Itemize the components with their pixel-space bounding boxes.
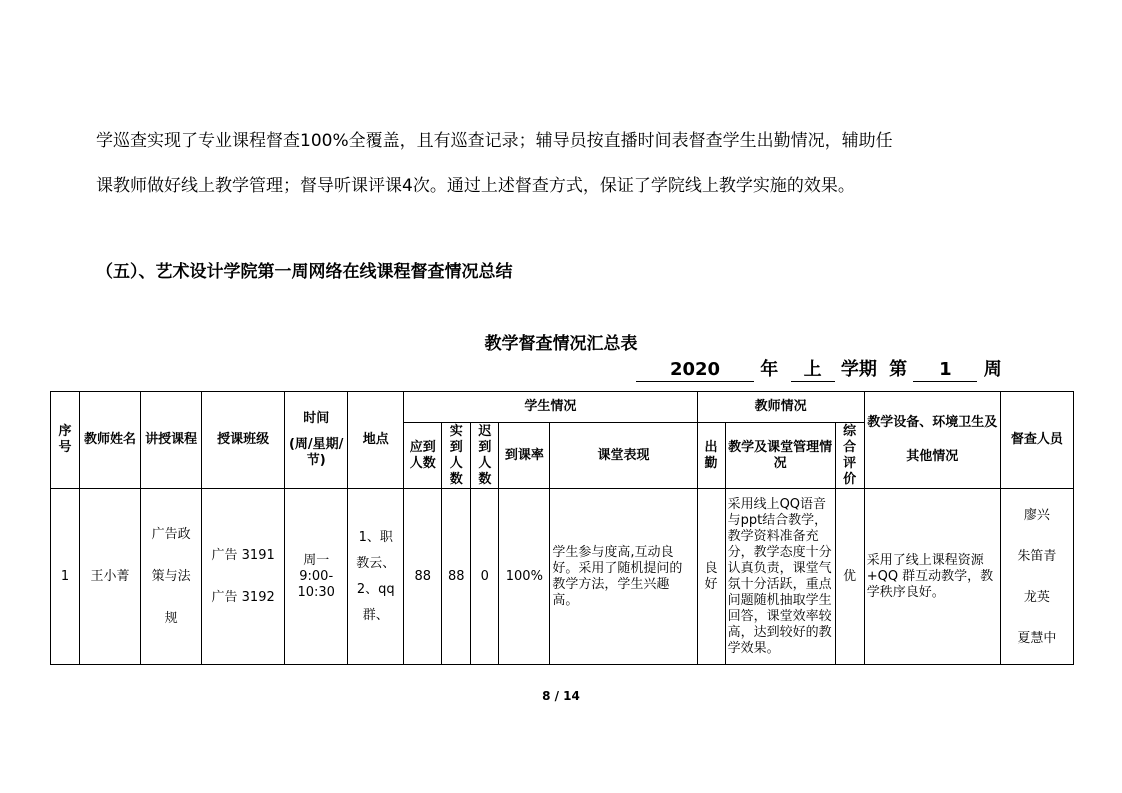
header-class: 授课班级	[202, 392, 285, 489]
cell-inspectors	[1000, 489, 1073, 665]
cell-seq: 1	[51, 489, 80, 665]
place-line: 2、qq	[356, 581, 395, 597]
cell-class	[202, 489, 285, 665]
table-title: 教学督查情况汇总表	[484, 334, 638, 354]
week-value: 1	[913, 359, 977, 382]
header-student-group: 学生情况	[404, 392, 697, 423]
header-course: 讲授课程	[141, 392, 202, 489]
header-time-sub: (周/星期/节)	[288, 437, 344, 468]
header-time	[285, 392, 348, 489]
body-paragraph-line-1: 学巡查实现了专业课程督查100%全覆盖，且有巡查记录；辅导员按直播时间表督查学生出勤情况，辅助任	[96, 131, 893, 151]
header-seq: 序号	[51, 392, 80, 489]
header-presence: 出勤	[697, 423, 725, 489]
cell-teaching-mgmt: 采用线上QQ语音与ppt结合教学，教学资料准备充分，教学态度十分认真负责，课堂气氛十分活跃，重点问题随机抽取学生回答，课堂效率较高，达到较好的教学效果。	[725, 489, 835, 665]
year-label: 年	[760, 359, 779, 380]
period-line	[636, 359, 1002, 382]
cell-should-attend: 88	[404, 489, 442, 665]
cell-classroom-performance: 学生参与度高,互动良好。采用了随机提问的教学方法，学生兴趣高。	[550, 489, 697, 665]
term-label: 学期	[840, 359, 877, 380]
inspector-name: 廖兴	[1023, 507, 1050, 523]
inspector-name: 夏慧中	[1017, 630, 1057, 646]
header-overall: 综合评价	[835, 423, 864, 489]
header-late: 迟到人数	[471, 423, 499, 489]
header-place: 地点	[348, 392, 404, 489]
page-number: 8 / 14	[542, 689, 580, 703]
year-value: 2020	[636, 359, 754, 382]
header-inspectors: 督查人员	[1000, 392, 1073, 489]
course-line: 策与法	[151, 568, 191, 584]
cell-equipment: 采用了线上课程资源+QQ 群互动教学，教学秩序良好。	[864, 489, 1000, 665]
place-line: 群、	[362, 607, 389, 623]
class-line: 广告 3192	[211, 589, 275, 605]
header-actual-attend: 实到人数	[442, 423, 471, 489]
body-paragraph-line-2: 课教师做好线上教学管理；督导听课评课4次。通过上述督查方式，保证了学院线上教学实施的效果。	[96, 176, 855, 196]
table-row	[51, 489, 1074, 665]
header-should-attend: 应到人数	[404, 423, 442, 489]
cell-attendance-rate: 100%	[499, 489, 550, 665]
header-teaching-mgmt: 教学及课堂管理情况	[725, 423, 835, 489]
cell-time: 周一9:00-10:30	[285, 489, 348, 665]
cell-late: 0	[471, 489, 499, 665]
header-time-label: 时间	[303, 411, 330, 426]
course-line: 规	[164, 610, 178, 626]
cell-teacher: 王小菁	[80, 489, 141, 665]
cell-place	[348, 489, 404, 665]
header-classroom-performance: 课堂表现	[550, 423, 697, 489]
term-value: 上	[791, 359, 835, 382]
cell-overall: 优	[835, 489, 864, 665]
place-line: 1、职	[358, 529, 393, 545]
week-prefix: 第	[889, 359, 908, 380]
inspection-summary-table	[50, 391, 1074, 665]
place-line: 教云、	[356, 555, 396, 571]
section-heading: （五）、艺术设计学院第一周网络在线课程督查情况总结	[96, 262, 513, 282]
inspector-name: 朱笛青	[1017, 548, 1057, 564]
cell-actual-attend: 88	[442, 489, 471, 665]
course-line: 广告政	[151, 526, 191, 542]
cell-course	[141, 489, 202, 665]
header-equipment: 教学设备、环境卫生及其他情况	[864, 392, 1000, 489]
header-teacher: 教师姓名	[80, 392, 141, 489]
header-attendance-rate: 到课率	[499, 423, 550, 489]
class-line: 广告 3191	[211, 547, 275, 563]
week-label: 周	[983, 359, 1002, 380]
cell-presence: 良好	[697, 489, 725, 665]
inspector-name: 龙英	[1023, 589, 1050, 605]
header-teacher-group: 教师情况	[697, 392, 864, 423]
